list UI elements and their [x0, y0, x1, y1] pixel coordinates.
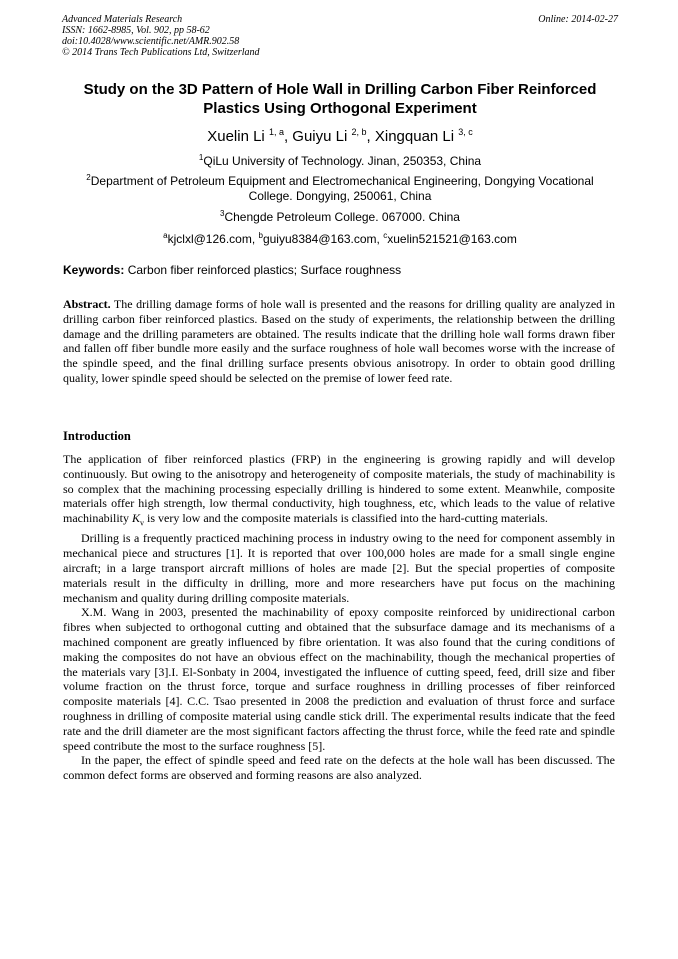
- machinability-symbol: K: [131, 511, 140, 526]
- author-name: Guiyu Li: [292, 128, 348, 145]
- journal-doi: doi:10.4028/www.scientific.net/AMR.902.58: [62, 36, 240, 47]
- author-affiliation-mark: 2, b: [351, 127, 367, 137]
- affiliation-2: [72, 170, 608, 204]
- abstract-text: The drilling damage forms of hole wall is presented and the reasons for drilling quality are analyzed in drilling carbon fiber reinforced plastics. Based on the study of experiments, the relationship between the drilling damage and the drilling parameters are obtained. The results indicate that the drilling hole wall forms drawn fiber and fallen off fiber bundle more easily and the surface roughness of hole wall becomes worse with the increase of the spindle speed, and the final drilling surface presents obvious anisotropy. In order to obtain good drilling quality, lower spindle speed should be selected on the premise of lower feed rate.: [63, 297, 615, 385]
- author-separator: ,: [283, 128, 293, 145]
- affiliation-3: [72, 206, 608, 225]
- online-date: Online: 2014-02-27: [538, 14, 618, 25]
- affiliation-1: [72, 150, 608, 169]
- paper-title: [62, 80, 618, 118]
- keywords: [63, 263, 619, 278]
- email-address[interactable]: kjclxl@126.com,: [167, 232, 259, 246]
- paragraph-text: is very low and the composite materials is classified into the hard-cutting materials.: [144, 511, 548, 526]
- paper-title-line-2: Plastics Using Orthogonal Experiment: [203, 100, 477, 117]
- author-affiliation-mark: 1, a: [268, 127, 284, 137]
- affiliation-text: Department of Petroleum Equipment and Electromechanical Engineering, Dongying Vocational: [90, 174, 594, 188]
- paragraph-text: The application of fiber reinforced plastics (FRP) in the engineering is growing rapidly and will develop continuously. But owing to the anisotropy and heterogeneity of composite materials, the study of machinability is so complex that the machining processing especially drilling is hindered to some extent. Meanwhile, composite materials offer high strength, low thermal conductivity, high toughness, etc, which leads to the value of relative machinability: [63, 452, 615, 526]
- author-list: [62, 123, 618, 146]
- abstract-label: Abstract.: [63, 297, 111, 311]
- paragraph: [63, 452, 615, 531]
- author-name: Xuelin Li: [207, 128, 265, 145]
- keywords-text: Carbon fiber reinforced plastics; Surface roughness: [124, 263, 402, 277]
- paper-title-line-1: Study on the 3D Pattern of Hole Wall in Drilling Carbon Fiber Reinforced: [83, 81, 597, 98]
- email-mark: c: [383, 231, 388, 240]
- email-mark: b: [258, 231, 263, 240]
- machinability-subscript: v: [140, 518, 144, 528]
- affiliation-mark: 1: [198, 153, 204, 162]
- journal-issn: ISSN: 1662-8985, Vol. 902, pp 58-62: [62, 25, 210, 36]
- affiliation-mark: 3: [220, 209, 225, 218]
- section-heading-introduction: Introduction: [63, 429, 131, 443]
- author-emails: [72, 228, 608, 247]
- journal-name: Advanced Materials Research: [62, 14, 183, 25]
- introduction-body: [63, 452, 615, 783]
- email-address[interactable]: xuelin521521@163.com: [387, 232, 517, 246]
- journal-header: [62, 14, 618, 58]
- affiliation-text: College. Dongying, 250061, China: [248, 189, 432, 203]
- affiliation-text: QiLu University of Technology. Jinan, 250353, China: [203, 154, 482, 168]
- abstract: [63, 297, 615, 386]
- journal-copyright: © 2014 Trans Tech Publications Ltd, Switzerland: [62, 47, 260, 58]
- author-affiliation-mark: 3, c: [458, 127, 473, 137]
- affiliation-mark: 2: [86, 173, 91, 182]
- author-separator: ,: [366, 128, 375, 145]
- email-mark: a: [163, 231, 168, 240]
- paragraph: X.M. Wang in 2003, presented the machinability of epoxy composite reinforced by unidirectional carbon fibres when subjected to orthogonal cutting and obtained that the subsurface damage and its mechanisms of a machined component are greatly influenced by fibre orientation. It was also found that the curing conditions of making the composites do not have an obvious effect on the machinability, though the mechanical properties of the materials vary [3].I. El-Sonbaty in 2004, investigated the influence of cutting speed, feed, drill size and fiber volume fraction on the thrust force, torque and surface roughness in drilling processes of fiber reinforced composite materials [4]. C.C. Tsao presented in 2008 the prediction and evaluation of thrust force and surface roughness in drilling of composite material using candle stick drill. The experimental results indicate that the feed rate and the drill diameter are the most significant factors affecting the thrust force, while the feed rate and spindle speed contribute the most to the surface roughness [5].: [63, 605, 615, 753]
- keywords-label: Keywords:: [63, 263, 125, 277]
- paragraph: In the paper, the effect of spindle speed and feed rate on the defects at the hole wall has been discussed. The common defect forms are observed and forming reasons are also analyzed.: [63, 753, 615, 783]
- affiliation-text: Chengde Petroleum College. 067000. China: [224, 210, 460, 224]
- author-name: Xingquan Li: [374, 128, 455, 145]
- email-address[interactable]: guiyu8384@163.com,: [262, 232, 384, 246]
- paragraph: Drilling is a frequently practiced machining process in industry owing to the need for component assembly in mechanical piece and structures [1]. It is reported that over 100,000 holes are made for a small single engine aircraft; in a large transport aircraft millions of holes are made [2]. But the special properties of composite materials result in the difficulty in drilling, more and more researchers have put focus on the machining mechanism and quality during drilling composite materials.: [63, 531, 615, 605]
